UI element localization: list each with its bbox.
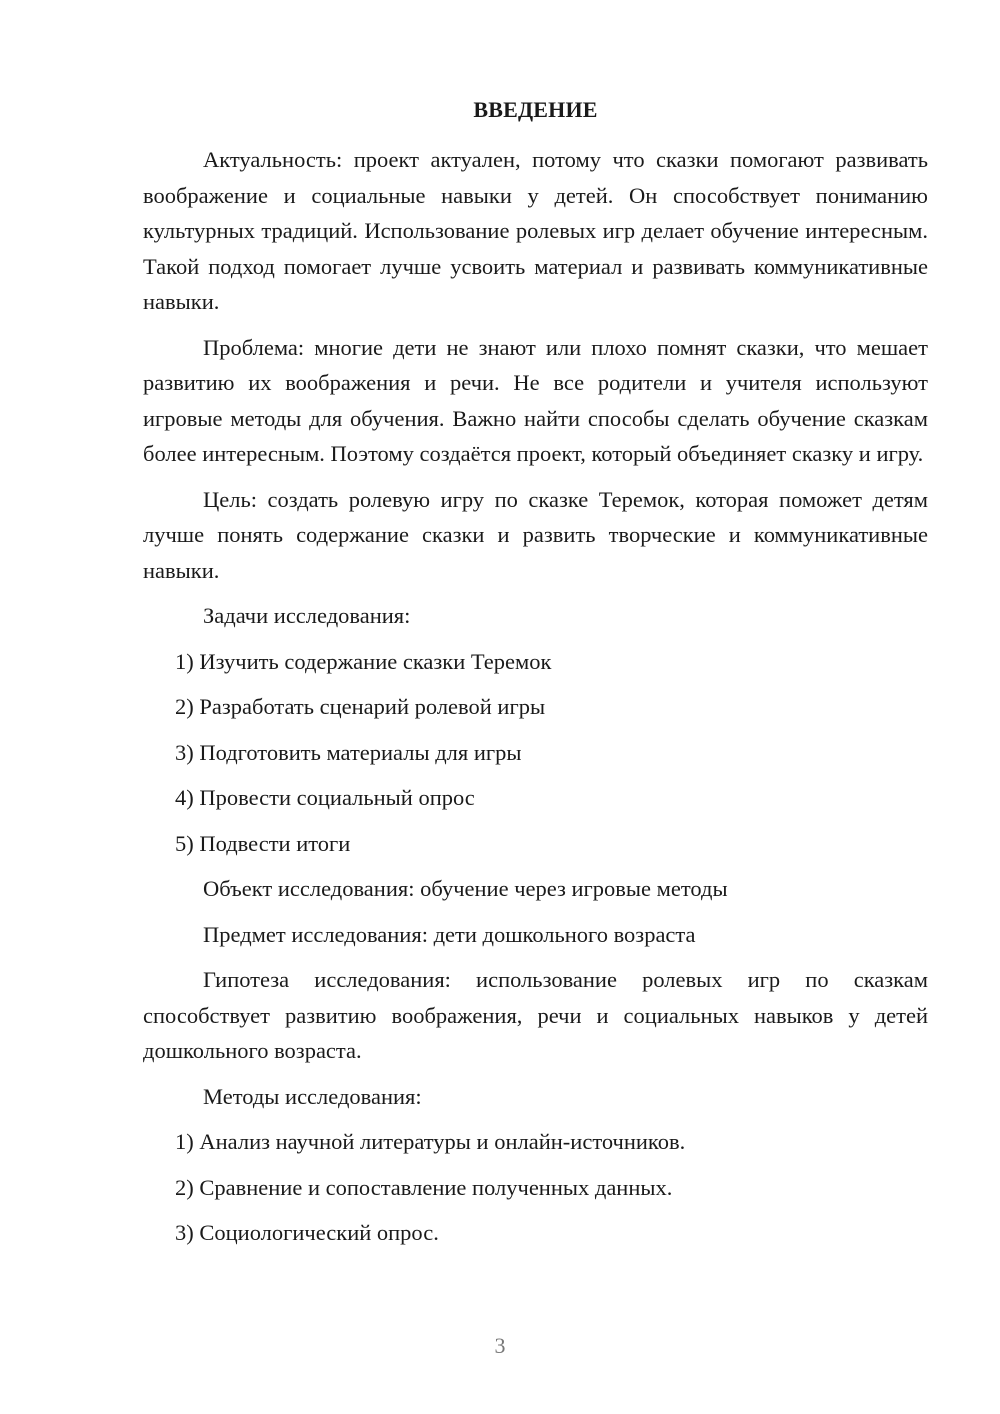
list-item: 3) Подготовить материалы для игры [175, 739, 522, 765]
list-item: 5) Подвести итоги [175, 830, 351, 856]
goal-paragraph: Цель: создать ролевую игру по сказке Теремок, которая поможет детям лучше понять содержание сказки и развить творческие и коммуникативные навыки. [143, 486, 928, 583]
relevance-paragraph: Актуальность: проект актуален, потому что сказки помогают развивать воображение и социальные навыки у детей. Он способствует пониманию культурных традиций. Использование ролевых игр делает обучение интересным. Такой подход помогает лучше усвоить материал и развивать коммуникативные навыки. [143, 147, 928, 314]
methods-heading: Методы исследования: [203, 1083, 422, 1109]
list-item: 1) Анализ научной литературы и онлайн-источников. [175, 1129, 686, 1154]
subject-line: Предмет исследования: дети дошкольного возраста [203, 921, 696, 947]
hypothesis-paragraph: Гипотеза исследования: использование ролевых игр по сказкам способствует развитию воображения, речи и социальных навыков у детей дошкольного возраста. [143, 967, 928, 1063]
list-item: 4) Провести социальный опрос [175, 785, 475, 810]
page-number: 3 [494, 1333, 506, 1358]
tasks-heading: Задачи исследования: [203, 603, 411, 628]
problem-paragraph: Проблема: многие дети не знают или плохо помнят сказки, что мешает развитию их воображения и речи. Не все родители и учителя используют игровые методы для обучения. Важно найти способы сделать обучение сказкам более интересным. Поэтому создаётся проект, который объединяет сказку и игру. [143, 334, 928, 466]
page-title: ВВЕДЕНИЕ [473, 97, 598, 122]
object-line: Объект исследования: обучение через игровые методы [203, 876, 728, 901]
list-item: 2) Разработать сценарий ролевой игры [175, 694, 546, 719]
list-item: 3) Социологический опрос. [175, 1220, 439, 1245]
document-page [143, 92, 928, 1261]
tasks-list [143, 644, 928, 862]
methods-list [143, 1124, 928, 1251]
list-item: 1) Изучить содержание сказки Теремок [175, 648, 552, 674]
list-item: 2) Сравнение и сопоставление полученных данных. [175, 1174, 673, 1200]
